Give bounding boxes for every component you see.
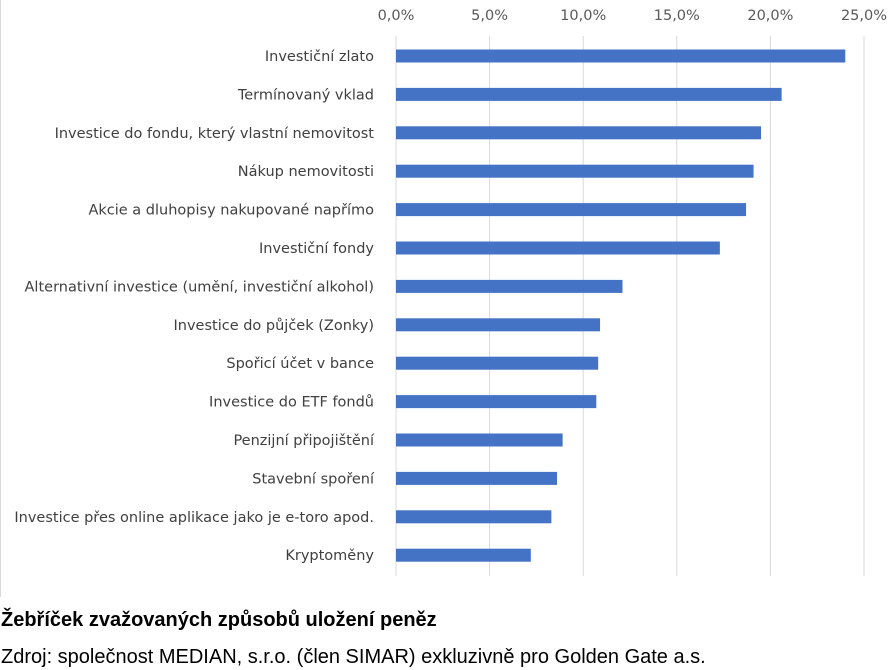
bar: [396, 280, 623, 293]
bar: [396, 549, 531, 562]
x-tick-label: 5,0%: [471, 8, 509, 24]
bar: [396, 510, 551, 523]
bar: [396, 318, 600, 331]
bar: [396, 165, 754, 178]
category-label: Spořicí účet v bance: [226, 356, 374, 373]
chart-caption-source: Zdroj: společnost MEDIAN, s.r.o. (člen SIMAR) exkluzivně pro Golden Gate a.s.: [1, 646, 706, 668]
x-tick-label: 0,0%: [377, 8, 415, 24]
bar: [396, 50, 845, 63]
category-label: Kryptoměny: [285, 548, 374, 565]
category-label: Investiční zlato: [264, 49, 374, 65]
bar-chart: [1, 0, 895, 597]
category-label: Alternativní investice (umění, investiční alkohol): [24, 279, 374, 296]
bar: [396, 126, 761, 139]
bar: [396, 395, 596, 408]
category-label: Termínovaný vklad: [237, 87, 374, 104]
bar: [396, 357, 598, 370]
x-tick-label: 15,0%: [653, 8, 700, 24]
category-label: Investice přes online aplikace jako je e-toro apod.: [14, 509, 374, 526]
category-label: Akcie a dluhopisy nakupované napřímo: [88, 202, 374, 219]
bar: [396, 472, 557, 485]
category-label: Investice do půjček (Zonky): [173, 317, 374, 334]
category-label: Investice do fondu, který vlastní nemovitost: [54, 125, 374, 142]
x-tick-label: 10,0%: [560, 8, 607, 24]
chart-caption-title: Žebříček zvažovaných způsobů uložení peněz: [1, 609, 437, 631]
category-label: Stavební spoření: [252, 471, 374, 488]
category-label: Nákup nemovitosti: [237, 164, 374, 181]
category-label: Investice do ETF fondů: [209, 394, 374, 411]
x-tick-label: 25,0%: [840, 8, 888, 24]
category-label: Penzijní připojištění: [233, 433, 374, 449]
bar: [396, 242, 720, 255]
bar: [396, 203, 746, 216]
category-label: Investiční fondy: [259, 241, 374, 257]
x-tick-label: 20,0%: [747, 8, 794, 24]
bar: [396, 88, 782, 101]
bar: [396, 434, 563, 447]
